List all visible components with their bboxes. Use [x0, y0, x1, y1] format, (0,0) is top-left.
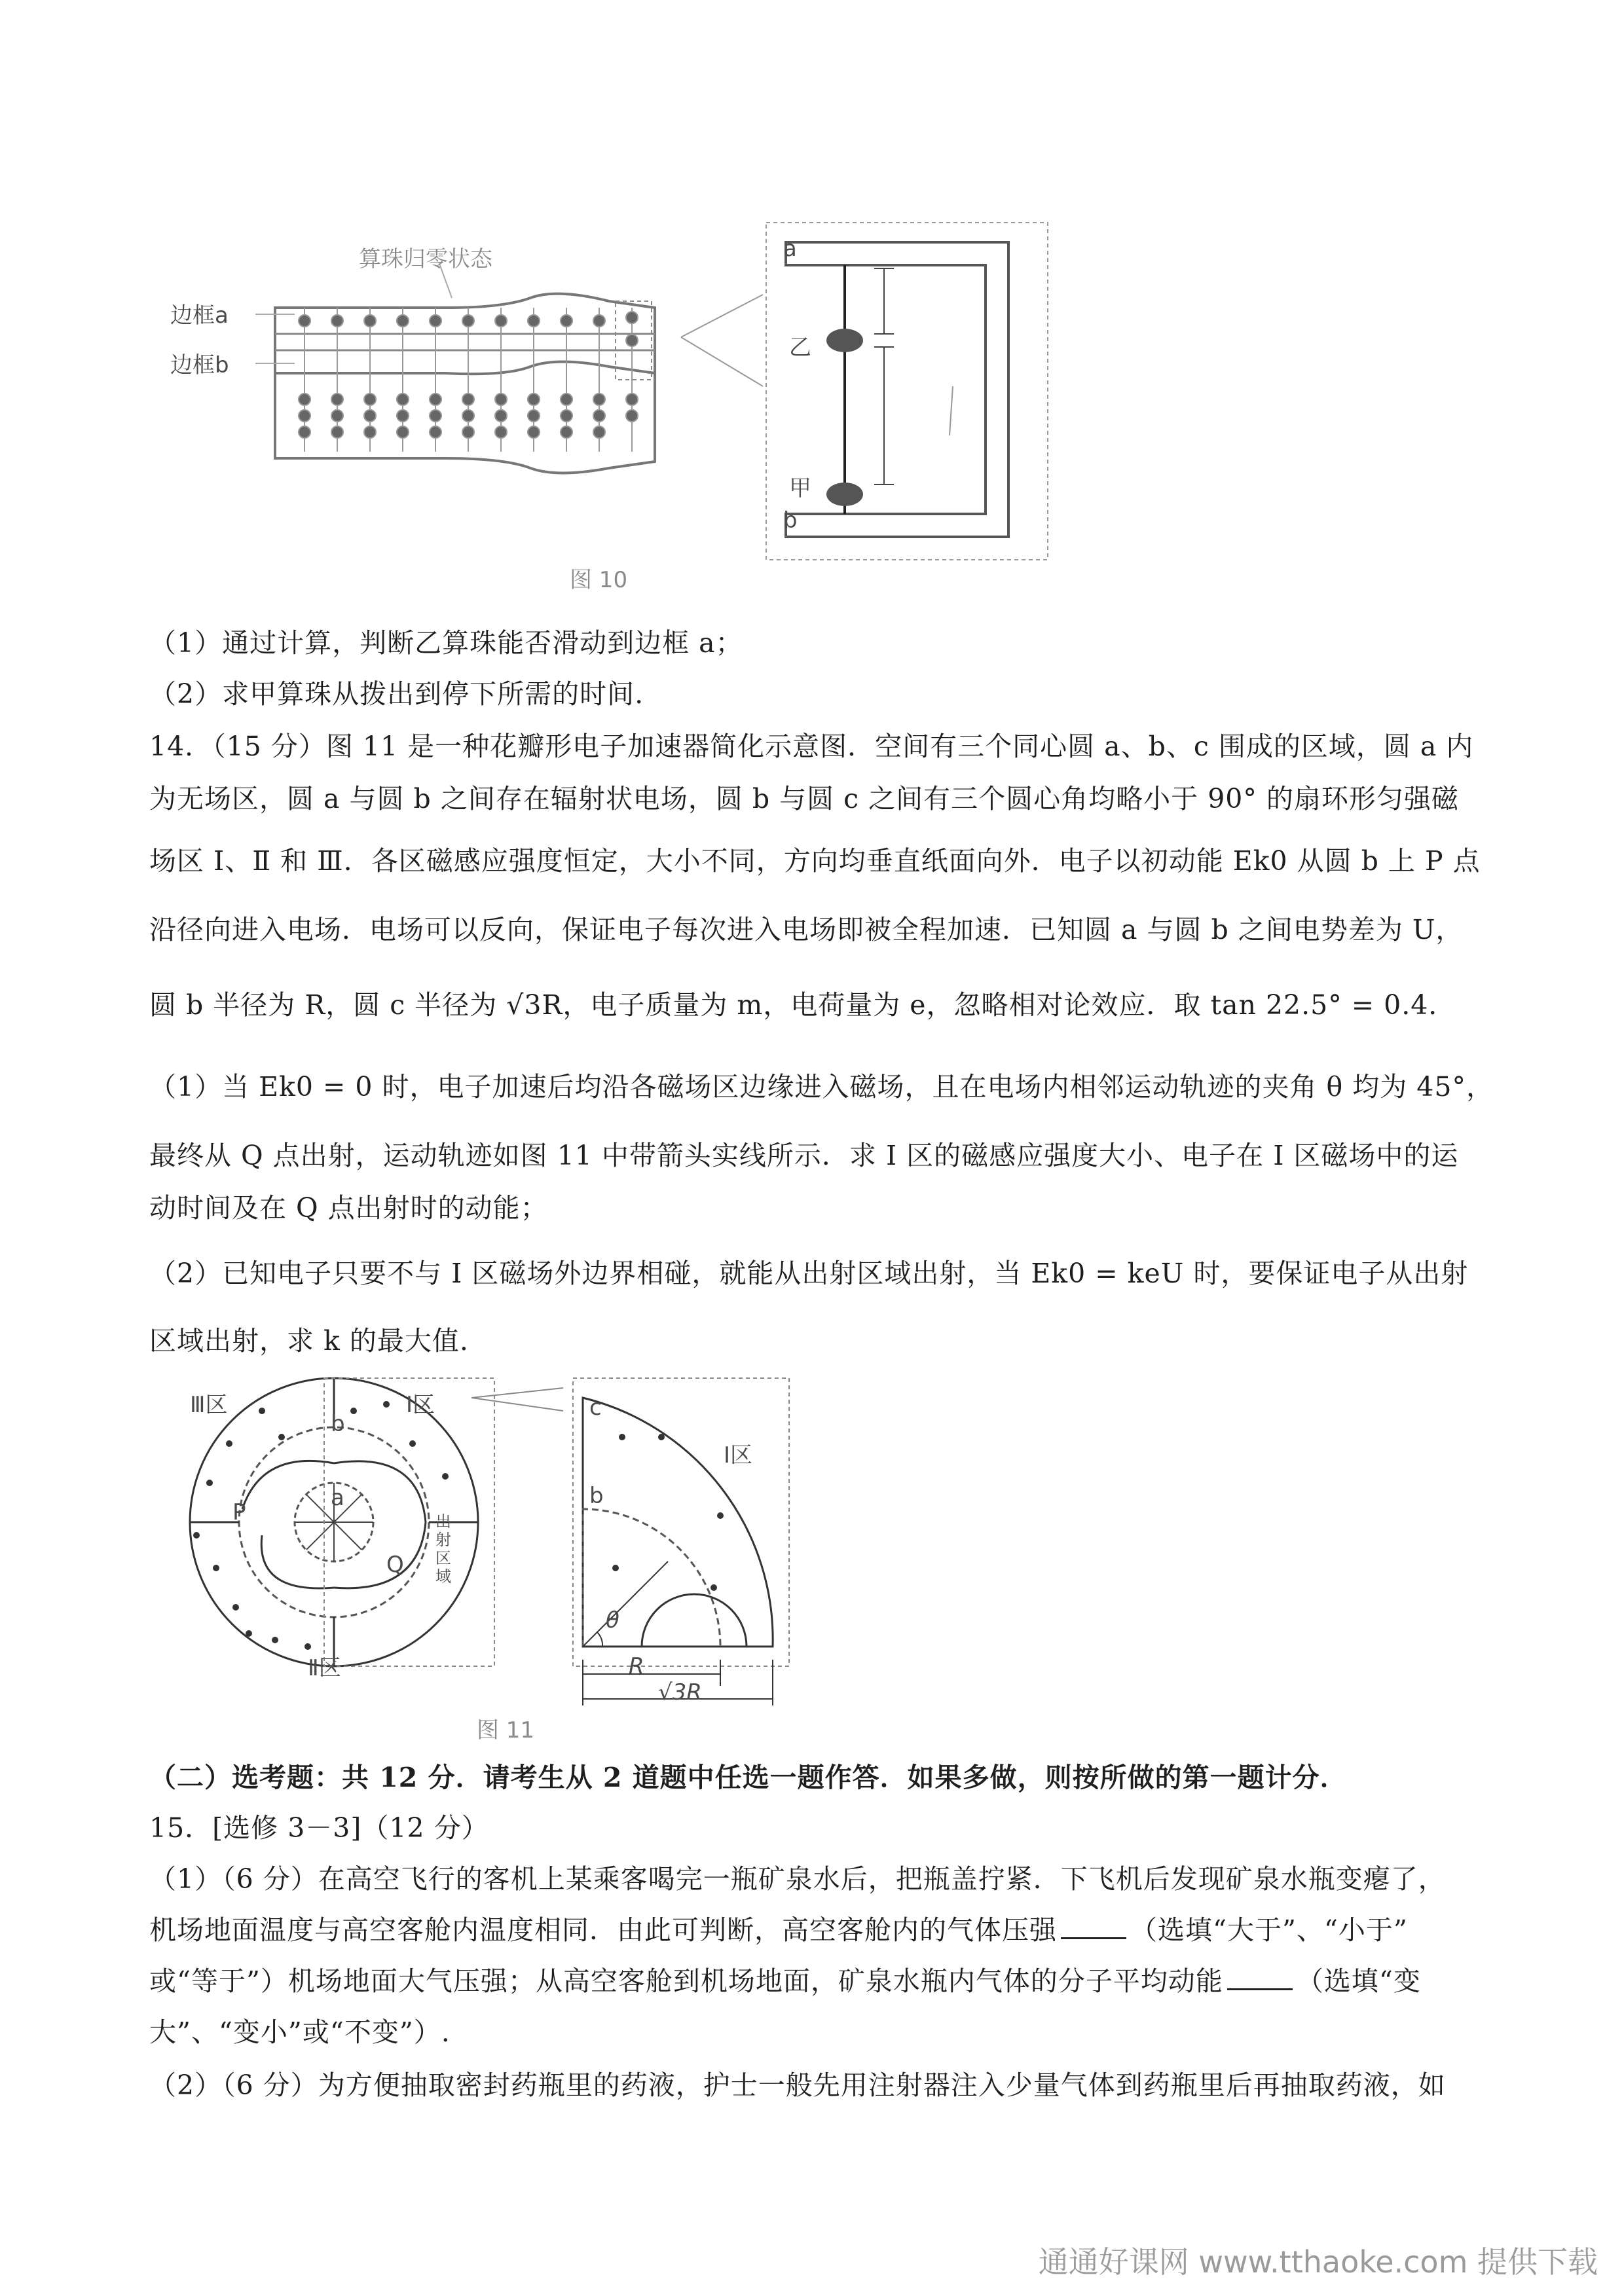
exit-region-label: 出射区域 — [435, 1512, 451, 1586]
zone-2-label: Ⅱ区 — [308, 1655, 341, 1681]
figure-11-caption: 图 11 — [477, 1717, 535, 1743]
watermark: 通通好课网 www.tthaoke.com 提供下载 — [1038, 2244, 1598, 2280]
bead-yi-label: 乙 — [789, 335, 811, 361]
q14-line-4: 沿径向进入电场．电场可以反向，保证电子每次进入电场即被全程加速．已知圆 a 与圆 b 之间电势差为 U， — [149, 914, 1464, 945]
q14-line-3: 场区 Ⅰ、Ⅱ 和 Ⅲ．各区磁感应强度恒定，大小不同，方向均垂直纸面向外．电子以初动能 Ek0 从圆 b 上 P 点 — [149, 845, 1481, 877]
q15-part2-line-1: （2）（6 分）为方便抽取密封药瓶里的药液，护士一般先用注射器注入少量气体到药瓶里后再抽取药液，如 — [149, 2069, 1446, 2101]
circle-a-label: a — [331, 1485, 344, 1511]
q15-part1-line-2 — [149, 1910, 1485, 1950]
frame-a-label: 边框a — [170, 302, 229, 329]
point-q-label: Q — [386, 1552, 404, 1578]
detail-b-label: b — [783, 507, 798, 534]
detail-a-label: a — [783, 236, 797, 262]
abacus-diagram — [164, 210, 1067, 615]
answer-blank-2[interactable] — [1227, 1969, 1293, 1990]
q15-part1-line-1: （1）（6 分）在高空飞行的客机上某乘客喝完一瓶矿泉水后，把瓶盖拧紧．下飞机后发现矿泉水瓶变瘪了， — [149, 1863, 1446, 1895]
point-p-label: P — [232, 1499, 246, 1525]
q14-part1-line-3: 动时间及在 Q 点出射时的动能； — [149, 1192, 548, 1224]
q13-part1: （1）通过计算，判断乙算珠能否滑动到边框 a； — [149, 627, 743, 659]
q13-part2: （2）求甲算珠从拨出到停下所需的时间. — [149, 678, 644, 710]
circle-b-label: b — [331, 1411, 345, 1437]
zone-1-label: Ⅰ区 — [406, 1392, 435, 1418]
q14-part2-line-1: （2）已知电子只要不与 Ⅰ 区磁场外边界相碰，就能从出射区域出射，当 Ek0 = keU 时，要保证电子从出射 — [149, 1258, 1469, 1289]
q15-part1-line-2-option: （选填“大于”、“小于” — [1130, 1914, 1408, 1946]
enlarged-zone-1-label: Ⅰ区 — [724, 1442, 753, 1468]
figure-10 — [164, 210, 1067, 615]
section-2-heading: （二）选考题：共 12 分．请考生从 2 道题中任选一题作答．如果多做，则按所做的第一题计分． — [149, 1762, 1348, 1793]
abacus-top-label: 算珠归零状态 — [359, 246, 492, 272]
q14-line-5: 圆 b 半径为 R，圆 c 半径为 √3R，电子质量为 m，电荷量为 e，忽略相对论效应．取 tan 22.5° = 0.4． — [149, 989, 1456, 1021]
q15-header: 15．[选修 3－3]（12 分） — [149, 1812, 489, 1844]
q14-part1-line-2: 最终从 Q 点出射，运动轨迹如图 11 中带箭头实线所示．求 Ⅰ 区的磁感应强度大小、电子在 Ⅰ 区磁场中的运 — [149, 1140, 1459, 1171]
figure-10-caption: 图 10 — [570, 567, 628, 593]
zone-3-label: Ⅲ区 — [190, 1392, 228, 1418]
q15-part1-line-3-option: （选填“变 — [1296, 1965, 1421, 1997]
theta-label: θ — [606, 1607, 619, 1633]
enlarged-c-label: c — [589, 1394, 602, 1421]
answer-blank-1[interactable] — [1061, 1918, 1126, 1939]
dim-r-label: R — [629, 1653, 644, 1679]
q14-line-1: 14．（15 分）图 11 是一种花瓣形电子加速器简化示意图．空间有三个同心圆 a、b、c 围成的区域，圆 a 内 — [149, 731, 1474, 762]
dim-sqrt3r-label: √3R — [658, 1679, 702, 1705]
bead-jia-label: 甲 — [789, 475, 811, 501]
accelerator-diagram — [144, 1372, 930, 1738]
q15-part1-line-2-text: 机场地面温度与高空客舱内温度相同．由此可判断，高空客舱内的气体压强 — [149, 1914, 1057, 1946]
enlarged-b-label: b — [589, 1483, 604, 1509]
q14-part2-line-2: 区域出射，求 k 的最大值. — [149, 1325, 469, 1357]
q15-part1-line-3 — [149, 1961, 1485, 2001]
q14-line-2: 为无场区，圆 a 与圆 b 之间存在辐射状电场，圆 b 与圆 c 之间有三个圆心角均略小于 90° 的扇环形匀强磁 — [149, 783, 1459, 814]
q15-part1-line-4: 大”、“变小”或“不变”）. — [149, 2016, 451, 2048]
frame-b-label: 边框b — [170, 352, 229, 378]
q14-part1-line-1: （1）当 Ek0 = 0 时，电子加速后均沿各磁场区边缘进入磁场，且在电场内相邻运动轨迹的夹角 θ 均为 45°， — [149, 1071, 1494, 1102]
figure-11 — [144, 1372, 930, 1738]
q15-part1-line-3-text: 或“等于”）机场地面大气压强；从高空客舱到机场地面，矿泉水瓶内气体的分子平均动能 — [149, 1965, 1223, 1997]
